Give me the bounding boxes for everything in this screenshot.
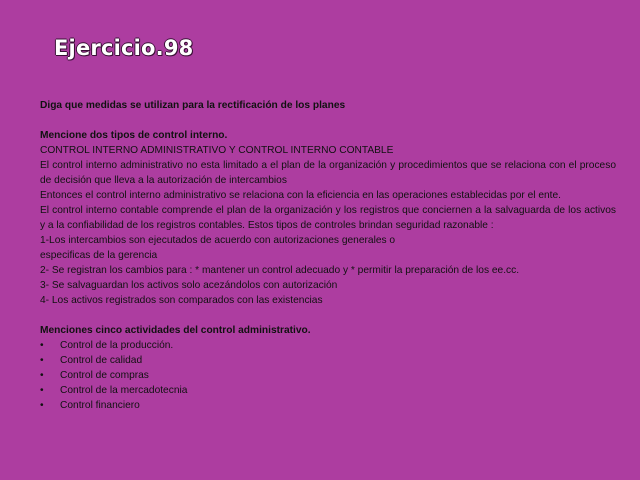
bullet-icon: • bbox=[40, 340, 44, 351]
question-2-heading: Mencione dos tipos de control interno. bbox=[40, 130, 228, 141]
answer-point-3: 3- Se salvaguardan los activos solo acezándolos con autorización bbox=[40, 280, 338, 291]
slide-title: Ejercicio.98 bbox=[54, 36, 194, 60]
answer-paragraph-accounting: El control interno contable comprende el plan de la organización y los registros que conciernen a la salvaguarda de los activos y a la confiabilidad de los registros contables. Estos tipos de controles brindan seguridad razonable : bbox=[40, 205, 616, 231]
bullet-icon: • bbox=[40, 400, 44, 411]
bullet-icon: • bbox=[40, 370, 44, 381]
answer-point-2: 2- Se registran los cambios para : * mantener un control adecuado y * permitir la preparación de los ee.cc. bbox=[40, 265, 520, 276]
list-item-label: Control de compras bbox=[60, 370, 149, 381]
list-item-label: Control de calidad bbox=[60, 355, 143, 366]
answer-paragraph-admin-efficiency: Entonces el control interno administrativo se relaciona con la eficiencia en las operaciones establecidas por el ente. bbox=[40, 190, 561, 201]
question-1: Diga que medidas se utilizan para la rectificación de los planes bbox=[40, 100, 346, 111]
list-item bbox=[40, 368, 616, 383]
bullet-icon: • bbox=[40, 385, 44, 396]
answer-point-4: 4- Los activos registrados son comparados con las existencias bbox=[40, 295, 323, 306]
question-3-heading: Menciones cinco actividades del control administrativo. bbox=[40, 325, 311, 336]
bullet-icon: • bbox=[40, 355, 44, 366]
list-item-label: Control financiero bbox=[60, 400, 140, 411]
answer-line-types: CONTROL INTERNO ADMINISTRATIVO Y CONTROL INTERNO CONTABLE bbox=[40, 145, 394, 156]
slide-content bbox=[40, 98, 616, 413]
list-item bbox=[40, 338, 616, 353]
answer-point-1: 1-Los intercambios son ejecutados de acuerdo con autorizaciones generales o bbox=[40, 235, 396, 246]
list-item-label: Control de la producción. bbox=[60, 340, 174, 351]
list-item-label: Control de la mercadotecnia bbox=[60, 385, 188, 396]
list-item bbox=[40, 353, 616, 368]
spacer bbox=[40, 308, 616, 323]
activities-list bbox=[40, 338, 616, 413]
answer-point-1-continued: especificas de la gerencia bbox=[40, 250, 158, 261]
list-item bbox=[40, 398, 616, 413]
answer-paragraph-admin: El control interno administrativo no esta limitado a el plan de la organización y procedimientos que se relaciona con el proceso de decisión que lleva a la autorización de intercambios bbox=[40, 160, 616, 186]
list-item bbox=[40, 383, 616, 398]
spacer bbox=[40, 113, 616, 128]
